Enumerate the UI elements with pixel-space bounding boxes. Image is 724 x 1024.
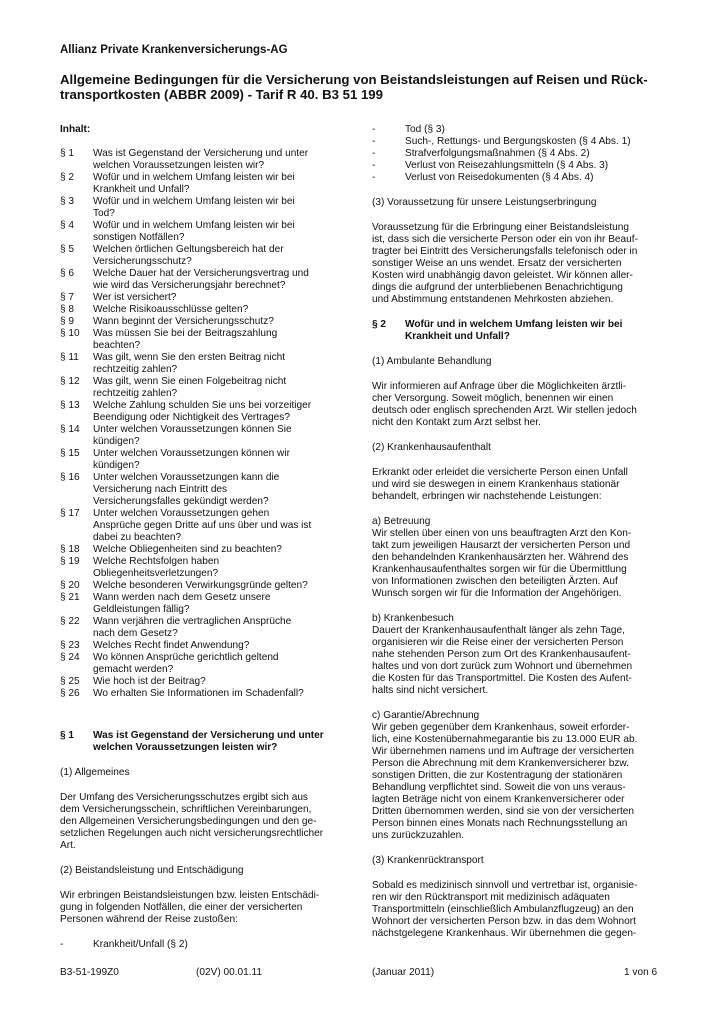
toc-item-title xyxy=(93,652,350,676)
toc-item xyxy=(60,244,350,268)
text-line: halts sind nicht versichert. xyxy=(372,685,489,696)
toc-item xyxy=(60,352,350,376)
toc-item-title xyxy=(93,424,350,448)
left-column xyxy=(60,124,350,951)
list-item-text: Strafverfolgungsmaßnahmen (§ 4 Abs. 2) xyxy=(405,148,590,159)
toc-item-number: § 5 xyxy=(60,244,75,255)
text-line: ren wir den Rücktransport mit medizinisch adäquaten xyxy=(372,892,610,903)
toc-item-line: Wann werden nach dem Gesetz unsere xyxy=(93,592,271,603)
toc-item-line: Welches Recht findet Anwendung? xyxy=(93,640,250,651)
toc-item-line: welchen Voraussetzungen leisten wir? xyxy=(93,160,265,171)
toc-item xyxy=(60,592,350,616)
toc-item-line: dabei zu beachten? xyxy=(93,532,182,543)
toc-item-line: Wie hoch ist der Beitrag? xyxy=(93,676,206,687)
text-line: den behandelnden Krankenhausärzten her. Während des xyxy=(372,552,629,563)
toc-item-line: Welche besonderen Verwirkungsgründe gelten? xyxy=(93,580,308,591)
text-line: Behandlung verpflichtet sind. Soweit die von uns veraus- xyxy=(372,782,626,793)
toc-item-line: sonstigen Notfällen? xyxy=(93,232,185,243)
text-line: nicht den Kontakt zum Arzt selbst her. xyxy=(372,417,541,428)
bullet-dash: - xyxy=(372,172,376,183)
toc-item xyxy=(60,148,350,172)
text-line: dem Versicherungsschein, schriftlichen Vereinbarungen, xyxy=(60,804,312,815)
list-item-text: Tod (§ 3) xyxy=(405,124,445,135)
toc-item-line: Unter welchen Voraussetzungen können wir xyxy=(93,448,290,459)
toc-item-line: Wo können Ansprüche gerichtlich geltend xyxy=(93,652,279,663)
toc-item-title xyxy=(93,196,350,220)
list-item xyxy=(372,148,672,160)
toc-item-number: § 9 xyxy=(60,316,75,327)
toc-item-number: § 21 xyxy=(60,592,80,603)
subsection-title: (1) Ambulante Behandlung xyxy=(372,356,492,367)
text-line: Wir erbringen Beistandsleistungen bzw. leisten Entschädi- xyxy=(60,890,320,901)
toc-item-line: Wofür und in welchem Umfang leisten wir bei xyxy=(93,196,295,207)
text-line: Wir stellen über einen von uns beauftragten Arzt den Kon- xyxy=(372,528,632,539)
section-title-line: Krankheit und Unfall? xyxy=(405,331,510,342)
section-title xyxy=(93,730,324,754)
paragraph xyxy=(372,467,672,503)
toc-item xyxy=(60,400,350,424)
text-line: Voraussetzung für die Erbringung einer Beistandsleistung xyxy=(372,222,629,233)
toc-item-line: Wo erhalten Sie Informationen im Schadenfall? xyxy=(93,688,304,699)
table-of-contents xyxy=(60,148,350,700)
toc-item-title xyxy=(93,148,350,172)
title-line: transportkosten (ABBR 2009) - Tarif R 40. B3 51 199 xyxy=(60,87,383,102)
section-title-line: Was ist Gegenstand der Versicherung und unter xyxy=(93,730,324,741)
company-name: Allianz Private Krankenversicherungs-AG xyxy=(60,44,288,56)
bullet-dash: - xyxy=(372,160,376,171)
bullet-dash: - xyxy=(60,939,64,950)
toc-item-line: Beendigung oder Nichtigkeit des Vertrages? xyxy=(93,412,290,423)
section-number: § 2 xyxy=(372,319,387,330)
toc-item-number: § 17 xyxy=(60,508,80,519)
toc-item-number: § 23 xyxy=(60,640,80,651)
text-line: Person binnen eines Monats nach Rechnungsstellung an xyxy=(372,818,628,829)
text-line: und wird sie deswegen in einem Krankenhaus stationär xyxy=(372,479,620,490)
toc-item xyxy=(60,544,350,556)
text-line: uns zurückzuzahlen. xyxy=(372,830,465,841)
text-line: Person die Abrechnung mit dem Krankenversicherer bzw. xyxy=(372,758,629,769)
toc-item-number: § 26 xyxy=(60,688,80,699)
toc-item-line: kündigen? xyxy=(93,436,140,447)
toc-item-line: Unter welchen Voraussetzungen können Sie xyxy=(93,424,292,435)
bullet-dash: - xyxy=(372,124,376,135)
footer-version: (02V) 00.01.11 xyxy=(196,967,263,978)
list-item xyxy=(60,939,350,951)
subsection-title: (2) Krankenhausaufenthalt xyxy=(372,442,491,453)
text-line: Krankenhausaufenthaltes sorgen wir für die Übermittlung xyxy=(372,564,627,575)
toc-item-line: Welche Dauer hat der Versicherungsvertrag und xyxy=(93,268,309,279)
text-line: behandelt, erbringen wir nachstehende Leistungen: xyxy=(372,491,602,502)
toc-item-line: Was gilt, wenn Sie den ersten Beitrag nicht xyxy=(93,352,286,363)
toc-item-line: kündigen? xyxy=(93,460,140,471)
section-1-heading xyxy=(60,730,350,754)
toc-item-title xyxy=(93,304,350,316)
toc-item-line: Welche Zahlung schulden Sie uns bei vorzeitiger xyxy=(93,400,312,411)
toc-item-title xyxy=(93,688,350,700)
toc-item xyxy=(60,316,350,328)
toc-item xyxy=(60,172,350,196)
item-title: c) Garantie/Abrechnung xyxy=(372,710,480,721)
text-line: Wunsch sorgen wir für die Information der Angehörigen. xyxy=(372,588,622,599)
toc-item-title xyxy=(93,400,350,424)
text-line: organisieren wir die Reise einer der versicherten Person xyxy=(372,637,624,648)
toc-item xyxy=(60,688,350,700)
paragraph xyxy=(372,381,672,429)
toc-item-line: Was ist Gegenstand der Versicherung und unter xyxy=(93,148,309,159)
toc-item xyxy=(60,652,350,676)
toc-item-number: § 25 xyxy=(60,676,80,687)
paragraph xyxy=(372,722,672,842)
toc-item-line: Wer ist versichert? xyxy=(93,292,177,303)
toc-item-title xyxy=(93,220,350,244)
toc-item xyxy=(60,376,350,400)
list-item-text: Verlust von Reisedokumenten (§ 4 Abs. 4) xyxy=(405,172,594,183)
toc-item-number: § 13 xyxy=(60,400,80,411)
toc-item-line: rechtzeitig zahlen? xyxy=(93,364,178,375)
toc-item xyxy=(60,304,350,316)
toc-item-line: Unter welchen Voraussetzungen gehen xyxy=(93,508,270,519)
text-line: nahe stehenden Person zum Ort des Krankenhausaufent- xyxy=(372,649,631,660)
toc-item-title xyxy=(93,556,350,580)
paragraph xyxy=(372,880,672,940)
bullet-dash: - xyxy=(372,148,376,159)
text-line: deutsch oder englisch sprechenden Arzt. Wir stellen jedoch xyxy=(372,405,637,416)
toc-item-line: gemacht werden? xyxy=(93,664,174,675)
text-line: Erkrankt oder erleidet die versicherte Person einen Unfall xyxy=(372,467,628,478)
toc-item-line: Ansprüche gegen Dritte auf uns über und was ist xyxy=(93,520,312,531)
toc-item-line: rechtzeitig zahlen? xyxy=(93,388,178,399)
toc-item-title xyxy=(93,592,350,616)
title-line: Allgemeine Bedingungen für die Versicherung von Beistandsleistungen auf Reisen und Rück- xyxy=(60,72,648,87)
toc-item-line: Welchen örtlichen Geltungsbereich hat der xyxy=(93,244,284,255)
toc-item-number: § 24 xyxy=(60,652,80,663)
text-line: Wir übernehmen namens und im Auftrage der versicherten xyxy=(372,746,635,757)
item-title: b) Krankenbesuch xyxy=(372,613,454,624)
toc-item-number: § 7 xyxy=(60,292,75,303)
toc-item-line: Unter welchen Voraussetzungen kann die xyxy=(93,472,280,483)
toc-item-title xyxy=(93,676,350,688)
toc-item-line: Geldleistungen fällig? xyxy=(93,604,190,615)
paragraph xyxy=(372,625,672,697)
toc-item-number: § 19 xyxy=(60,556,80,567)
toc-item-number: § 11 xyxy=(60,352,79,363)
text-line: tragter bei Eintritt des Versicherungsfalls telefonisch oder in xyxy=(372,246,638,257)
subsection-title: (3) Krankenrücktransport xyxy=(372,855,484,866)
text-line: die Kosten für das Transportmittel. Die Kosten des Aufent- xyxy=(372,673,632,684)
bullet-list xyxy=(372,124,672,184)
toc-item-line: Welche Obliegenheiten sind zu beachten? xyxy=(93,544,282,555)
text-line: lich, eine Kostenübernahmegarantie bis zu 13.000 EUR ab. xyxy=(372,734,638,745)
toc-item-number: § 1 xyxy=(60,148,75,159)
toc-item xyxy=(60,448,350,472)
list-item-text: Verlust von Reisezahlungsmitteln (§ 4 Abs. 3) xyxy=(405,160,609,171)
toc-item-number: § 14 xyxy=(60,424,80,435)
text-line: Wir informieren auf Anfrage über die Möglichkeiten ärztli- xyxy=(372,381,627,392)
toc-item-title xyxy=(93,448,350,472)
toc-item-title xyxy=(93,172,350,196)
text-line: Wohnort der versicherten Person bzw. in das dem Wohnort xyxy=(372,916,636,927)
list-item xyxy=(372,160,672,172)
paragraph xyxy=(60,792,350,852)
toc-item xyxy=(60,196,350,220)
text-line: Der Umfang des Versicherungsschutzes ergibt sich aus xyxy=(60,792,308,803)
toc-item xyxy=(60,676,350,688)
list-item-text: Krankheit/Unfall (§ 2) xyxy=(93,939,188,950)
footer-date: (Januar 2011) xyxy=(372,967,435,978)
toc-item-line: Tod? xyxy=(93,208,115,219)
text-line: Personen während der Reise zustoßen: xyxy=(60,914,238,925)
toc-item-title xyxy=(93,640,350,652)
toc-item xyxy=(60,424,350,448)
toc-item xyxy=(60,616,350,640)
text-line: cher Versorgung. Soweit möglich, benennen wir einen xyxy=(372,393,614,404)
text-line: Transportmitteln (einschließlich Ambulanzflugzeug) an den xyxy=(372,904,634,915)
text-line: Wir geben gegenüber dem Krankenhaus, soweit erforder- xyxy=(372,722,630,733)
toc-item-line: Wofür und in welchem Umfang leisten wir bei xyxy=(93,220,295,231)
toc-item-number: § 12 xyxy=(60,376,80,387)
toc-item-number: § 10 xyxy=(60,328,80,339)
toc-item-line: Krankheit und Unfall? xyxy=(93,184,190,195)
item-title: a) Betreuung xyxy=(372,516,431,527)
toc-item-title xyxy=(93,352,350,376)
list-item xyxy=(372,136,672,148)
toc-item-line: Welche Rechtsfolgen haben xyxy=(93,556,220,567)
text-line: von Informationen zwischen den beteiligten Ärzten. Auf xyxy=(372,576,618,587)
toc-item xyxy=(60,220,350,244)
toc-item-line: Versicherungsschutz? xyxy=(93,256,192,267)
toc-item-line: nach dem Gesetz? xyxy=(93,628,178,639)
toc-item-title xyxy=(93,244,350,268)
text-line: sonstiger Weise an uns wendet. Ersatz der versicherten xyxy=(372,258,622,269)
toc-item-line: Welche Risikoausschlüsse gelten? xyxy=(93,304,249,315)
right-column xyxy=(372,124,672,940)
paragraph xyxy=(372,528,672,600)
toc-item-title xyxy=(93,544,350,556)
toc-item-title xyxy=(93,376,350,400)
toc-item-title xyxy=(93,472,350,508)
text-line: Dauert der Krankenhausaufenthalt länger als zehn Tage, xyxy=(372,625,625,636)
text-line: takt zum jeweiligen Hausarzt der versicherten Person und xyxy=(372,540,631,551)
text-line: dings die aufgrund der unterbliebenen Benachrichtigung xyxy=(372,282,623,293)
text-line: Art. xyxy=(60,840,76,851)
list-item xyxy=(372,124,672,136)
toc-item-line: Wofür und in welchem Umfang leisten wir bei xyxy=(93,172,295,183)
list-item-text: Such-, Rettungs- und Bergungskosten (§ 4 Abs. 1) xyxy=(405,136,631,147)
subsection-title: (3) Voraussetzung für unsere Leistungserbringung xyxy=(372,197,597,208)
subsection-title: (2) Beistandsleistung und Entschädigung xyxy=(60,865,244,876)
toc-item-title xyxy=(93,268,350,292)
toc-item xyxy=(60,508,350,544)
toc-item-number: § 18 xyxy=(60,544,80,555)
document-title xyxy=(60,72,670,102)
list-item xyxy=(372,172,672,184)
text-line: Dritten übernommen werden, sind sie von der versicherten xyxy=(372,806,635,817)
toc-item-number: § 20 xyxy=(60,580,80,591)
toc-item xyxy=(60,640,350,652)
paragraph xyxy=(372,222,672,306)
subsection-title: (1) Allgemeines xyxy=(60,767,130,778)
text-line: gung in folgenden Notfällen, die einer der versicherten xyxy=(60,902,303,913)
footer-page-number: 1 von 6 xyxy=(624,967,658,978)
text-line: ist, dass sich die versicherte Person oder ein von ihr Beauf- xyxy=(372,234,638,245)
toc-item-number: § 16 xyxy=(60,472,80,483)
section-2-heading xyxy=(372,319,672,343)
toc-item-number: § 15 xyxy=(60,448,80,459)
toc-item-number: § 4 xyxy=(60,220,75,231)
toc-item-number: § 2 xyxy=(60,172,75,183)
section-number: § 1 xyxy=(60,730,75,741)
bullet-dash: - xyxy=(372,136,376,147)
toc-item xyxy=(60,328,350,352)
footer-code: B3-51-199Z0 xyxy=(60,967,119,978)
text-line: haltes und von dort zurück zum Wohnort und übernehmen xyxy=(372,661,633,672)
toc-item-number: § 6 xyxy=(60,268,75,279)
toc-item-title xyxy=(93,616,350,640)
toc-item-title xyxy=(93,316,350,328)
text-line: und Abstimmung entstandenen Mehrkosten abziehen. xyxy=(372,294,614,305)
toc-item xyxy=(60,580,350,592)
section-title-line: Wofür und in welchem Umfang leisten wir bei xyxy=(405,319,623,330)
toc-item-title xyxy=(93,508,350,544)
toc-item-number: § 8 xyxy=(60,304,75,315)
toc-item-line: Wann beginnt der Versicherungsschutz? xyxy=(93,316,274,327)
text-line: sonstigen Dritten, die zur Kostentragung der stationären xyxy=(372,770,623,781)
text-line: Kosten wird unabhängig davon geleistet. Wir können aller- xyxy=(372,270,633,281)
toc-item xyxy=(60,292,350,304)
toc-item-line: Versicherungsfalles gekündigt werden? xyxy=(93,496,269,507)
section-title-line: welchen Voraussetzungen leisten wir? xyxy=(93,742,278,753)
paragraph xyxy=(60,890,350,926)
toc-item xyxy=(60,268,350,292)
toc-heading: Inhalt: xyxy=(60,124,91,135)
toc-item-number: § 3 xyxy=(60,196,75,207)
toc-item-line: Wann verjähren die vertraglichen Ansprüche xyxy=(93,616,292,627)
toc-item-line: Obliegenheitsverletzungen? xyxy=(93,568,219,579)
toc-item-line: wie wird das Versicherungsjahr berechnet? xyxy=(93,280,286,291)
toc-item-line: Versicherung nach Eintritt des xyxy=(93,484,228,495)
text-line: lagten Beträge nicht von einem Krankenversicherer oder xyxy=(372,794,625,805)
toc-item-title xyxy=(93,292,350,304)
text-line: den Allgemeinen Versicherungsbedingungen und den ge- xyxy=(60,816,317,827)
section-title xyxy=(405,319,622,343)
text-line: nächstgelegene Krankenhaus. Wir übernehmen die gegen- xyxy=(372,928,637,939)
toc-item-line: Was gilt, wenn Sie einen Folgebeitrag nicht xyxy=(93,376,287,387)
toc-item-title xyxy=(93,580,350,592)
toc-item xyxy=(60,556,350,580)
toc-item xyxy=(60,472,350,508)
text-line: setzlichen Regelungen auch nicht versicherungsrechtlicher xyxy=(60,828,324,839)
toc-item-number: § 22 xyxy=(60,616,80,627)
toc-item-line: Was müssen Sie bei der Beitragszahlung xyxy=(93,328,278,339)
text-line: Sobald es medizinisch sinnvoll und vertretbar ist, organisie- xyxy=(372,880,638,891)
toc-item-line: beachten? xyxy=(93,340,141,351)
toc-item-title xyxy=(93,328,350,352)
